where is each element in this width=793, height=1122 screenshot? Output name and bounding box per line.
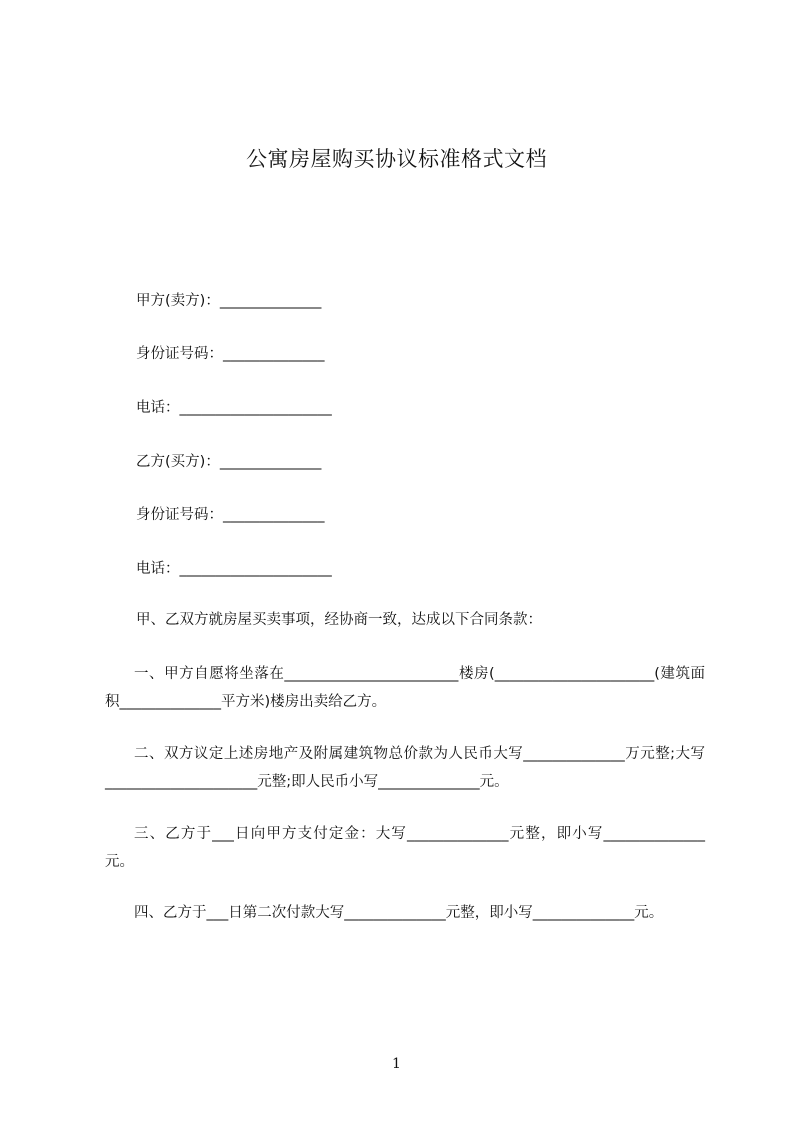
buyer-phone-line: 电话：_____________________ <box>136 561 332 577</box>
clause-4: 四、乙方于___日第二次付款大写______________元整，即小写______________元。 <box>134 905 664 921</box>
clause-3: 三、乙方于___日向甲方支付定金：大写______________元整，即小写______________元。 <box>105 826 705 870</box>
page-number: 1 <box>392 1056 401 1072</box>
clause-2: 二、双方议定上述房地产及附属建筑物总价款为人民币大写______________万元整;大写_____________________元整;即人民币小写______________元。 <box>105 746 705 790</box>
seller-id-line: 身份证号码：______________ <box>136 346 325 362</box>
buyer-id-line: 身份证号码：______________ <box>136 507 325 523</box>
agreement-intro: 甲、乙双方就房屋买卖事项，经协商一致，达成以下合同条款： <box>136 612 542 628</box>
seller-name-line: 甲方(卖方)：______________ <box>136 293 322 309</box>
document-title: 公寓房屋购买协议标准格式文档 <box>246 147 547 171</box>
buyer-name-line: 乙方(买方)：______________ <box>136 454 322 470</box>
seller-phone-line: 电话：_____________________ <box>136 400 332 416</box>
clause-1: 一、甲方自愿将坐落在________________________楼房(______________________(建筑面积______________平方米)楼房出卖给乙方。 <box>105 666 705 710</box>
